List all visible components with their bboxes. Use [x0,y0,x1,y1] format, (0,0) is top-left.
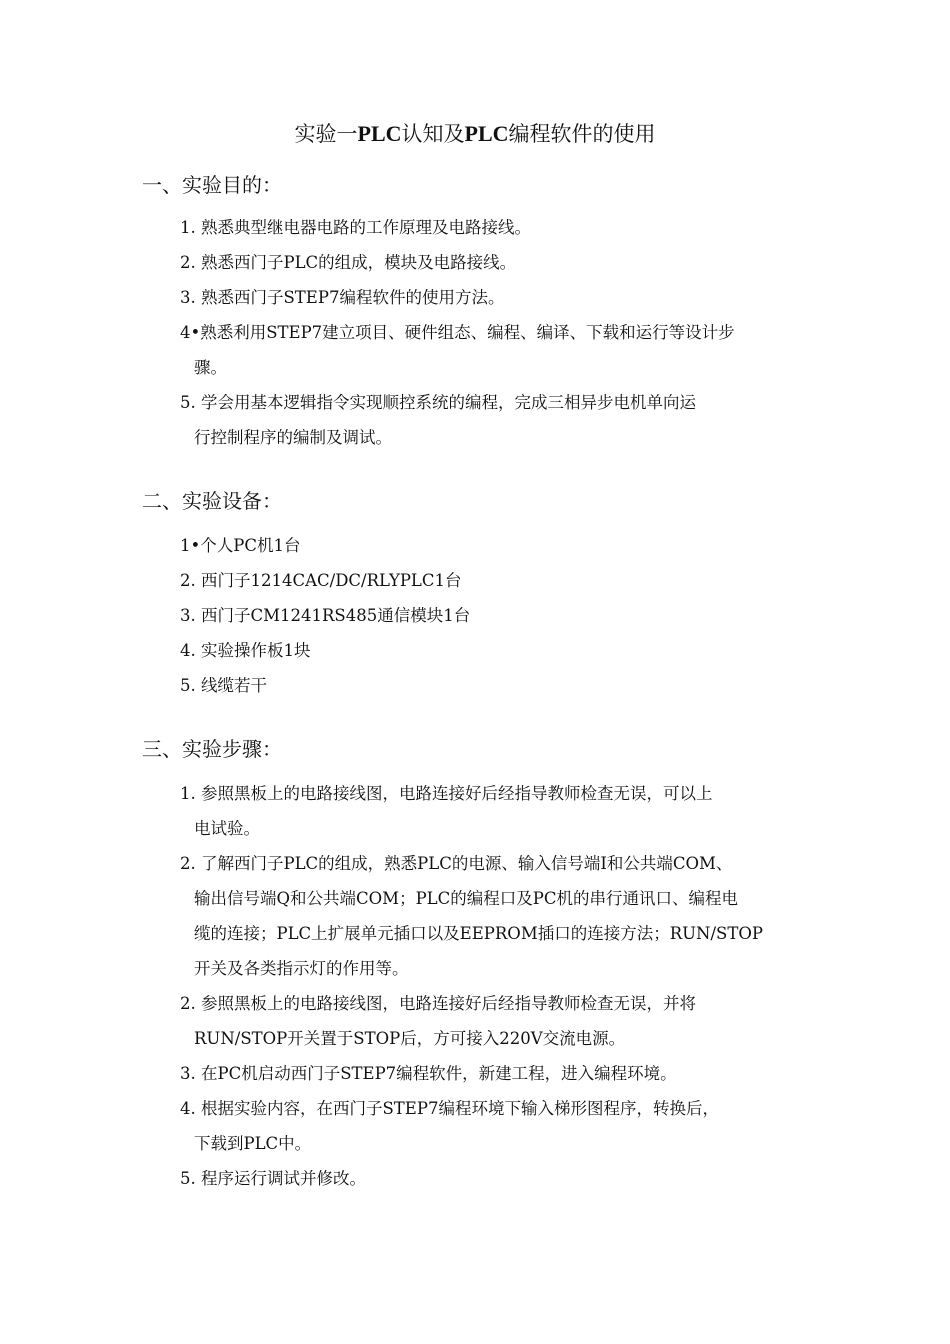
equipment-item-1: 1•个人PC机1台 [180,536,301,555]
steps-item-4: 3. 在PC机启动西门子STEP7编程软件，新建工程，进入编程环境。 [180,1064,677,1083]
section-heading-purpose: 一、实验目的： [142,173,282,197]
steps-item-3: 2. 参照黑板上的电路接线图，电路连接好后经指导教师检查无误，并将 [180,994,696,1013]
title-part-4: PLC [464,121,509,146]
steps-item-2-cont-2: 缆的连接；PLC上扩展单元插口以及EEPROM插口的连接方法；RUN/STOP [194,924,763,943]
purpose-item-5: 5. 学会用基本逻辑指令实现顺控系统的编程，完成三相异步电机单向运 [180,393,696,412]
title-part-5: 编程软件的使用 [508,122,656,146]
purpose-item-4: 4•熟悉利用STEP7建立项目、硬件组态、编程、编译、下载和运行等设计步 [180,323,735,342]
purpose-item-2: 2. 熟悉西门子PLC的组成，模块及电路接线。 [180,253,517,272]
purpose-item-4-cont: 骤。 [194,358,227,377]
title-part-2: PLC [357,121,402,146]
document-title [0,118,950,150]
purpose-item-5-cont: 行控制程序的编制及调试。 [194,428,392,447]
equipment-item-3: 3. 西门子CM1241RS485通信模块1台 [180,606,471,625]
title-part-3: 认知及 [401,122,465,146]
steps-item-5-cont: 下载到PLC中。 [194,1134,312,1153]
steps-item-2-cont-3: 开关及各类指示灯的作用等。 [194,959,409,978]
equipment-item-2: 2. 西门子1214CAC/DC/RLYPLC1台 [180,571,462,590]
purpose-item-1: 1. 熟悉典型继电器电路的工作原理及电路接线。 [180,218,531,237]
section-heading-equipment: 二、实验设备： [142,489,282,513]
section-heading-steps: 三、实验步骤： [142,737,282,761]
purpose-item-3: 3. 熟悉西门子STEP7编程软件的使用方法。 [180,288,505,307]
equipment-item-5: 5. 线缆若干 [180,676,267,695]
steps-item-1-cont: 电试验。 [194,819,260,838]
steps-item-1: 1. 参照黑板上的电路接线图，电路连接好后经指导教师检查无误，可以上 [180,784,713,803]
steps-item-5: 4. 根据实验内容，在西门子STEP7编程环境下输入梯形图程序，转换后， [180,1099,719,1118]
steps-item-2: 2. 了解西门子PLC的组成，熟悉PLC的电源、输入信号端I和公共端COM、 [180,854,733,873]
steps-item-2-cont-1: 输出信号端Q和公共端COM；PLC的编程口及PC机的串行通讯口、编程电 [194,889,738,908]
equipment-item-4: 4. 实验操作板1块 [180,641,311,660]
steps-item-6: 5. 程序运行调试并修改。 [180,1169,366,1188]
title-part-1: 实验一 [294,122,358,146]
steps-item-3-cont: RUN/STOP开关置于STOP后，方可接入220V交流电源。 [194,1029,626,1048]
